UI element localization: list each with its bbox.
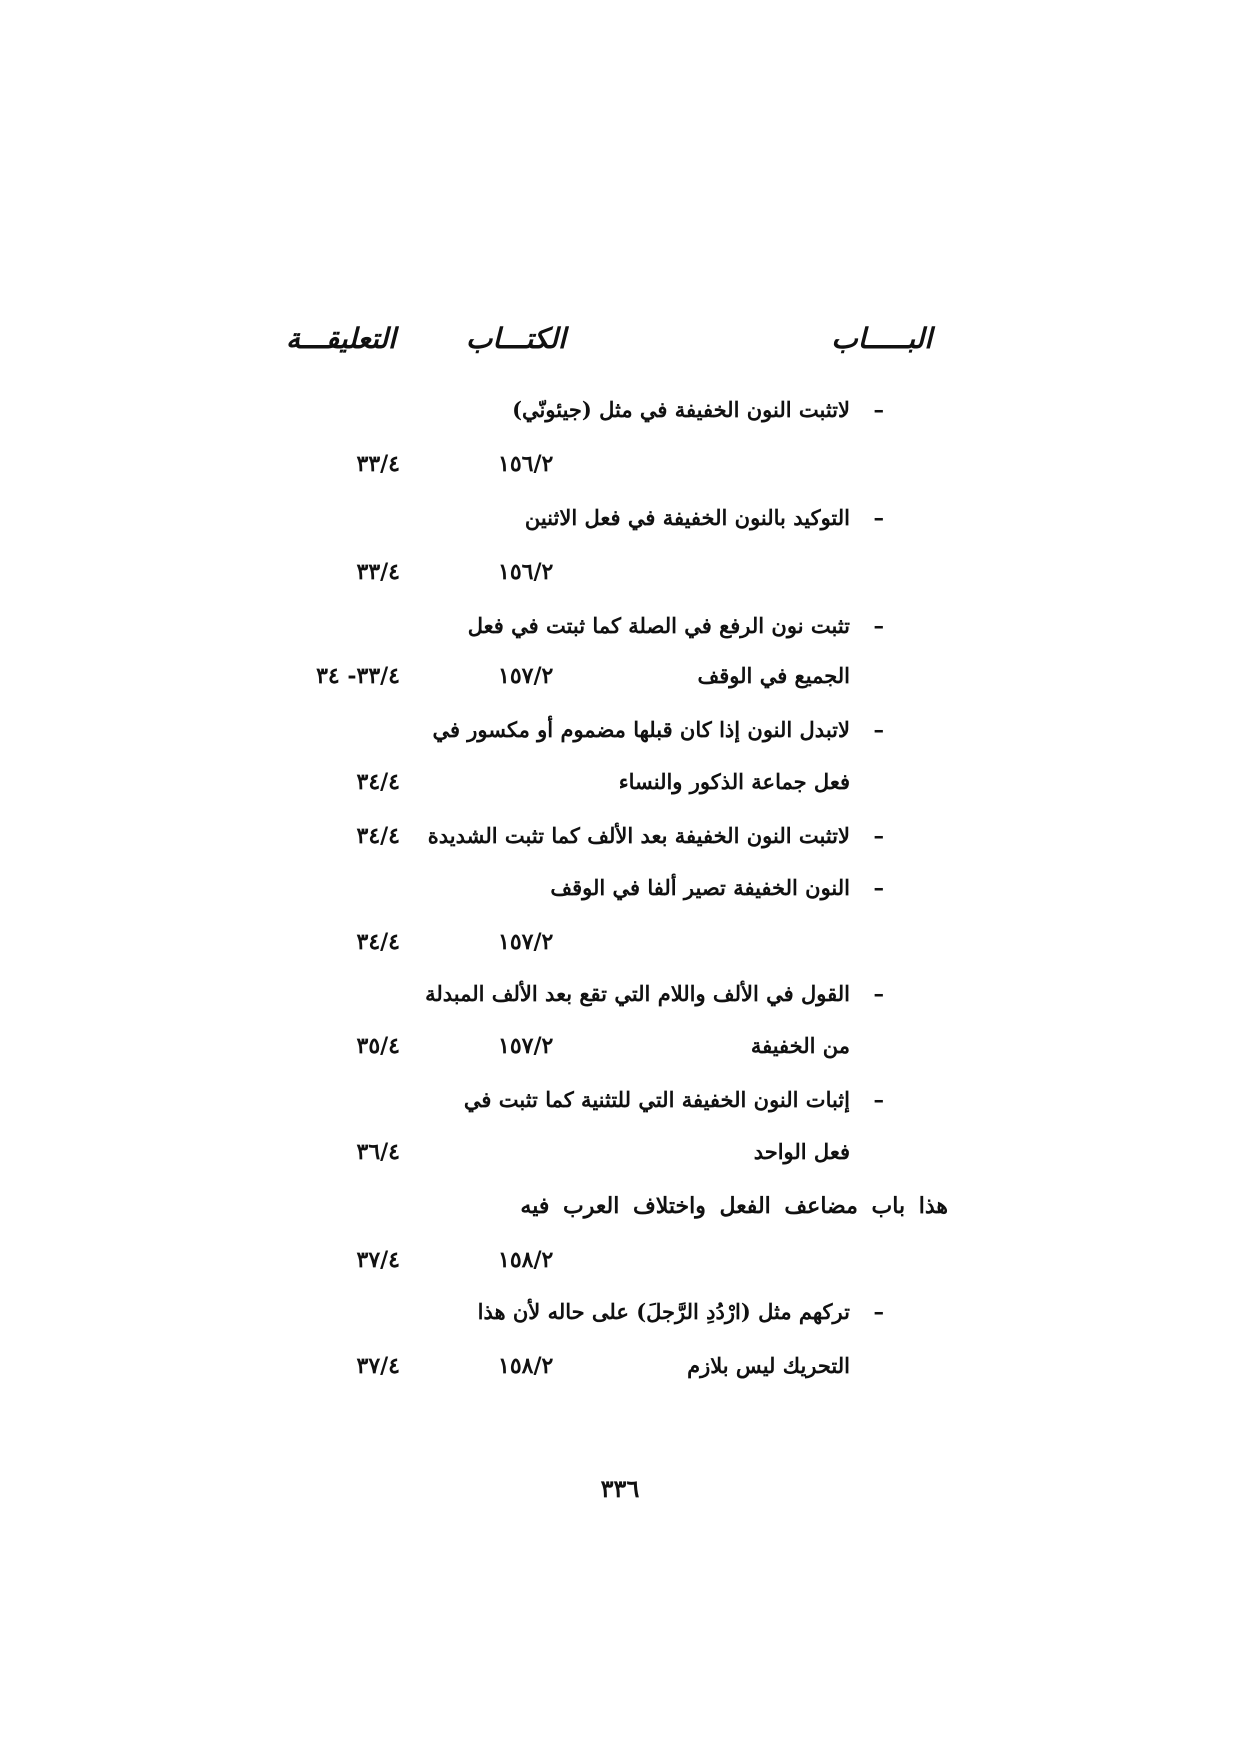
topic-text: التوكيد بالنون الخفيفة في فعل الاثنين <box>524 505 850 530</box>
index-row <box>0 922 1240 962</box>
index-row <box>0 1346 1240 1386</box>
index-row <box>0 1026 1240 1066</box>
kitab-reference: ١٥٦/٢ <box>498 451 554 477</box>
bullet-dash: – <box>873 717 884 742</box>
index-row <box>0 710 1240 750</box>
index-row <box>0 1132 1240 1172</box>
taliqa-reference: ٣٤/٤ <box>356 929 400 955</box>
index-row <box>0 1186 1240 1226</box>
kitab-reference: ١٥٧/٢ <box>498 929 554 955</box>
page-number: ٣٣٦ <box>600 1474 640 1503</box>
taliqa-reference: ٣٤/٤ <box>356 823 400 849</box>
topic-text: لاتبدل النون إذا كان قبلها مضموم أو مكسور في <box>432 717 850 742</box>
taliqa-reference: ٣٣/٤ <box>356 451 400 477</box>
taliqa-reference: ٣٣/٤ <box>356 559 400 585</box>
bullet-dash: – <box>873 1299 884 1324</box>
column-header-kitab: الكتـــاب <box>466 322 566 355</box>
taliqa-reference: ٣٣/٤- ٣٤ <box>316 663 400 689</box>
index-row <box>0 868 1240 908</box>
kitab-reference: ١٥٧/٢ <box>498 663 554 689</box>
index-row <box>0 606 1240 646</box>
kitab-reference: ١٥٦/٢ <box>498 559 554 585</box>
index-row <box>0 1080 1240 1120</box>
index-row <box>0 444 1240 484</box>
taliqa-reference: ٣٧/٤ <box>356 1247 400 1273</box>
bullet-dash: – <box>873 875 884 900</box>
taliqa-reference: ٣٦/٤ <box>356 1139 400 1165</box>
taliqa-reference: ٣٥/٤ <box>356 1033 400 1059</box>
bullet-dash: – <box>873 823 884 848</box>
topic-text: القول في الألف واللام التي تقع بعد الألف المبدلة <box>425 981 850 1006</box>
topic-text: الجميع في الوقف <box>697 663 850 688</box>
chapter-heading: هذا باب مضاعف الفعل واختلاف العرب فيه <box>520 1193 948 1219</box>
bullet-dash: – <box>873 397 884 422</box>
topic-text: تثبت نون الرفع في الصلة كما ثبتت في فعل <box>467 613 850 638</box>
kitab-reference: ١٥٨/٢ <box>498 1247 554 1273</box>
taliqa-reference: ٣٤/٤ <box>356 769 400 795</box>
taliqa-reference: ٣٧/٤ <box>356 1353 400 1379</box>
kitab-reference: ١٥٧/٢ <box>498 1033 554 1059</box>
bullet-dash: – <box>873 1087 884 1112</box>
topic-text: إثبات النون الخفيفة التي للتثنية كما تثبت في <box>463 1087 850 1112</box>
index-row <box>0 656 1240 696</box>
topic-text: لاتثبت النون الخفيفة في مثل (جيئونّي) <box>512 397 850 422</box>
column-header-bab: البـــــاب <box>831 322 932 355</box>
topic-text: فعل الواحد <box>753 1139 850 1164</box>
topic-text: من الخفيفة <box>750 1033 850 1058</box>
index-row <box>0 1240 1240 1280</box>
kitab-reference: ١٥٨/٢ <box>498 1353 554 1379</box>
topic-text: لاتثبت النون الخفيفة بعد الألف كما تثبت الشديدة <box>427 823 850 848</box>
bullet-dash: – <box>873 981 884 1006</box>
topic-text: النون الخفيفة تصير ألفا في الوقف <box>550 875 850 900</box>
topic-text: تركهم مثل (ارْدُدِ الرَّجلَ) على حاله لأن هذا <box>477 1299 850 1324</box>
index-row <box>0 1292 1240 1332</box>
bullet-dash: – <box>873 505 884 530</box>
topic-text: التحريك ليس بلازم <box>687 1353 850 1378</box>
topic-text: فعل جماعة الذكور والنساء <box>618 769 850 794</box>
index-row <box>0 498 1240 538</box>
index-row <box>0 974 1240 1014</box>
index-row <box>0 762 1240 802</box>
bullet-dash: – <box>873 613 884 638</box>
index-row <box>0 390 1240 430</box>
column-header-taliqa: التعليقـــة <box>286 322 396 355</box>
index-row <box>0 552 1240 592</box>
index-row <box>0 816 1240 856</box>
